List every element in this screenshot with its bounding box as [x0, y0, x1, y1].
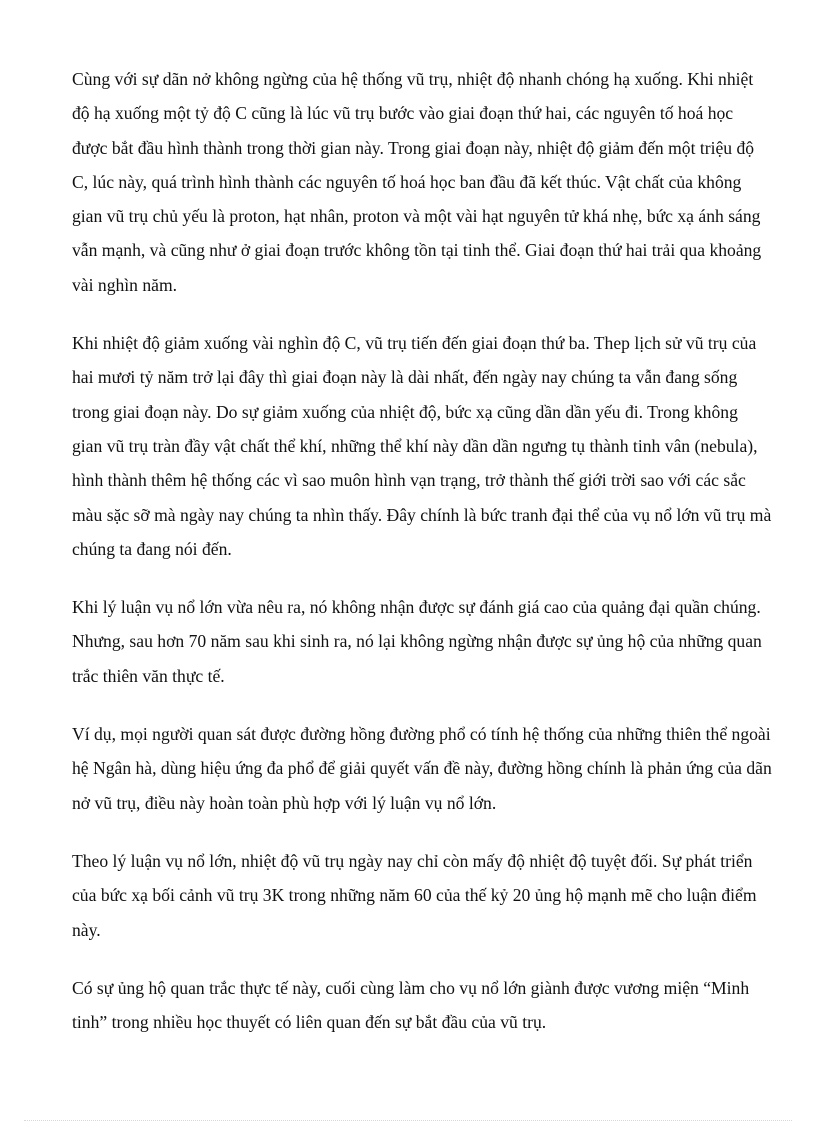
paragraph-background-radiation: Theo lý luận vụ nổ lớn, nhiệt độ vũ trụ ngày nay chỉ còn mấy độ nhiệt độ tuyệt đối. Sự phát triển của bức xạ bối cảnh vũ trụ 3K trong những năm 60 của thế kỷ 20 ủng hộ mạnh mẽ cho luận điểm này. [72, 850, 757, 940]
paragraph-redshift-example: Ví dụ, mọi người quan sát được đường hồng đường phổ có tính hệ thống của những thiên thể ngoài hệ Ngân hà, dùng hiệu ứng đa phổ để giải quyết vấn đề này, đường hồng chính là phản ứng của dãn nở vũ trụ, điều này hoàn toàn phù hợp với lý luận vụ nổ lớn. [72, 724, 772, 813]
paragraph-theory-reception: Khi lý luận vụ nổ lớn vừa nêu ra, nó không nhận được sự đánh giá cao của quảng đại quần chúng. Nhưng, sau hơn 70 năm sau khi sinh ra, nó lại không ngừng nhận được sự ủng hộ của những quan trắc thiên văn thực tế. [72, 597, 762, 686]
paragraph-conclusion: Có sự ủng hộ quan trắc thực tế này, cuối cùng làm cho vụ nổ lớn giành được vương miện “Minh tinh” trong nhiều học thuyết có liên quan đến sự bắt đầu của vũ trụ. [72, 977, 750, 1033]
paragraph-cooling-second-stage: Cùng với sự dãn nở không ngừng của hệ thống vũ trụ, nhiệt độ nhanh chóng hạ xuống. Khi nhiệt độ hạ xuống một tỷ độ C cũng là lúc vũ trụ bước vào giai đoạn thứ hai, các nguyên tố hoá học được bắt đầu hình thành trong thời gian này. Trong giai đoạn này, nhiệt độ giảm đến một triệu độ C, lúc này, quá trình hình thành các nguyên tố hoá học ban đầu đã kết thúc. Vật chất của không gian vũ trụ chủ yếu là proton, hạt nhân, proton và một vài hạt nguyên tử khá nhẹ, bức xạ ánh sáng vẫn mạnh, và cũng như ở giai đoạn trước không tồn tại tinh thể. Giai đoạn thứ hai trải qua khoảng vài nghìn năm. [72, 69, 762, 295]
document-body [72, 62, 772, 1063]
paragraph-third-stage: Khi nhiệt độ giảm xuống vài nghìn độ C, vũ trụ tiến đến giai đoạn thứ ba. Thep lịch sử vũ trụ của hai mươi tỷ năm trở lại đây thì giai đoạn này là dài nhất, đến ngày nay chúng ta vẫn đang sống trong giai đoạn này. Do sự giảm xuống của nhiệt độ, bức xạ cũng dần dần yếu đi. Trong không gian vũ trụ tràn đầy vật chất thể khí, những thể khí này dần dần ngưng tụ thành tinh vân (nebula), hình thành thêm hệ thống các vì sao muôn hình vạn trạng, trở thành thế giới trời sao với các sắc màu sặc sỡ mà ngày nay chúng ta nhìn thấy. Đây chính là bức tranh đại thể của vụ nổ lớn vũ trụ mà chúng ta đang nói đến. [72, 333, 772, 559]
page-bottom-divider [24, 1120, 792, 1121]
